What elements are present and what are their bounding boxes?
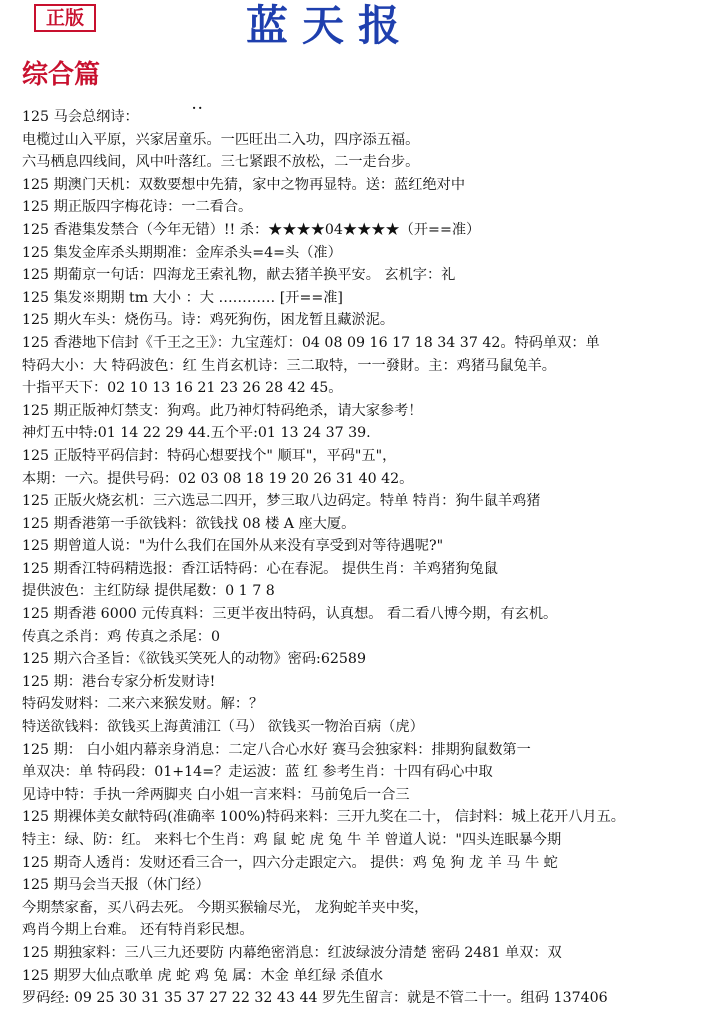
text-line: 见诗中特：手执一斧两脚夹 白小姐一言来料：马前兔后一合三 — [22, 786, 410, 803]
text-line: 125 正版火烧玄机：三六选忌二四开，梦三取八边码定。特单 特肖：狗牛鼠羊鸡猪 — [22, 493, 541, 510]
text-line: 神灯五中特:01 14 22 29 44.五个平:01 13 24 37 39. — [22, 425, 371, 442]
text-line: 125 期马会当天报（休门经） — [22, 877, 210, 894]
text-line: 125 香港集发禁合（今年无错）!! 杀：★★★★04★★★★（开==准） — [22, 221, 481, 238]
text-line: 125 期正版神灯禁支：狗鸡。此乃神灯特码绝杀，请大家参考！ — [22, 402, 423, 419]
text-line: 125 期独家料：三八三九还要防 内幕绝密消息：红波绿波分清楚 密码 2481 单双：双 — [22, 944, 562, 961]
text-line: 125 期澳门天机：双数要想中先猜，家中之物再显特。送：蓝红绝对中 — [22, 176, 466, 193]
text-line: 125 期火车头：烧伤马。诗：鸡死狗伤，困龙暂且藏淤泥。 — [22, 312, 395, 329]
text-line: 125 期葡京一句话：四海龙王索礼物，献去猪羊换平安。 玄机字：礼 — [22, 267, 456, 284]
text-line: 125 香港地下信封《千王之王》：九宝莲灯：04 08 09 16 17 18 34 37 42。特码单双：单 — [22, 334, 600, 351]
text-line: 电榄过山入平原，兴家居童乐。一匹旺出二入功，四序添五福。 — [22, 131, 420, 148]
text-line: 125 集发※期期 tm 大小 ：大 ………… [开==准] — [22, 289, 343, 306]
text-line: 特码大小：大 特码波色：红 生肖玄机诗：三二取特，一一發財。主：鸡猪马鼠兔羊。 — [22, 357, 556, 374]
text-line: 今期禁家畜，买八码去死。 今期买猴输尽光， 龙狗蛇羊夹中奖， — [22, 899, 429, 916]
text-line: 特码发财料：二来六来猴发财。解：？ — [22, 696, 264, 713]
text-line: 125 期香江特码精选报：香江话特码：心在春泥。 提供生肖：羊鸡猪狗兔鼠 — [22, 560, 498, 577]
text-line: 125 期奇人透肖：发财还看三合一，四六分走跟定六。 提供：鸡 兔 狗 龙 羊 马 牛 蛇 — [22, 854, 558, 871]
text-line: 125 期裸体美女献特码(准确率 100%)特码来料：三开九奖在二十， 信封料：城上花开八月五。 — [22, 809, 625, 826]
text-line: 125 期香港第一手欲钱料：欲钱找 08 楼 A 座大厦。 — [22, 515, 356, 532]
text-line: 125 期正版四字梅花诗：一二看合。 — [22, 199, 253, 216]
text-line: 传真之杀肖：鸡 传真之杀尾：0 — [22, 628, 220, 645]
text-line: 125 期六合圣旨：《欲钱买笑死人的动物》密码:62589 — [22, 651, 366, 668]
text-line: 单双决：单 特码段：01+14=？走运波：蓝 红 参考生肖：十四有码心中取 — [22, 764, 493, 781]
text-line: 本期：一六。提供号码：02 03 08 18 19 20 26 31 40 42。 — [22, 470, 414, 487]
text-line: 125 集发金库杀头期期准：金库杀头=4=头（准） — [22, 244, 342, 261]
text-line: 125 期香港 6000 元传真料：三更半夜出特码，认真想。 看二看八博今期，有玄机。 — [22, 606, 558, 623]
text-line: 提供波色：主红防绿 提供尾数：0 1 7 8 — [22, 583, 275, 600]
text-line: 125 期： 白小姐内幕亲身消息：二定八合心水好 赛马会独家料：排期狗鼠数第一 — [22, 741, 531, 758]
text-line: 特主：绿、防：红。 来料七个生肖：鸡 鼠 蛇 虎 兔 牛 羊 曾道人说："四头连眠暴今期 — [22, 832, 562, 848]
text-line: 125 期：港台专家分析发财诗! — [22, 673, 216, 690]
genuine-badge: 正版 — [34, 4, 96, 32]
newspaper-title: 蓝天报 — [245, 1, 414, 50]
text-line: 125 期罗大仙点歌单 虎 蛇 鸡 兔 属：木金 单红绿 杀值水 — [22, 967, 384, 984]
text-line: 罗码经: 09 25 30 31 35 37 27 22 32 43 44 罗先生留言：就是不管二十一。组码 137406 — [22, 990, 608, 1007]
text-line: 鸡肖今期上台难。 还有特肖彩民想。 — [22, 922, 254, 939]
text-body — [22, 106, 717, 1010]
text-line: 六马栖息四线间，风中叶落红。三七紧跟不放松，二一走台步。 — [22, 154, 420, 171]
text-line: 十指平天下：02 10 13 16 21 23 26 28 42 45。 — [22, 380, 343, 397]
text-line: 特送欲钱料：欲钱买上海黄浦江（马） 欲钱买一物治百病（虎） — [22, 719, 424, 736]
section-title: 综合篇 — [22, 60, 101, 90]
text-line: 125 正版特平码信封：特码心想要找个" 顺耳"，平码"五"， — [22, 447, 397, 464]
text-line: 125 期曾道人说："为什么我们在国外从来没有享受到对等待遇呢?" — [22, 538, 444, 555]
decorative-dots: .. — [192, 98, 205, 112]
text-line: 125 马会总纲诗： — [22, 109, 139, 125]
